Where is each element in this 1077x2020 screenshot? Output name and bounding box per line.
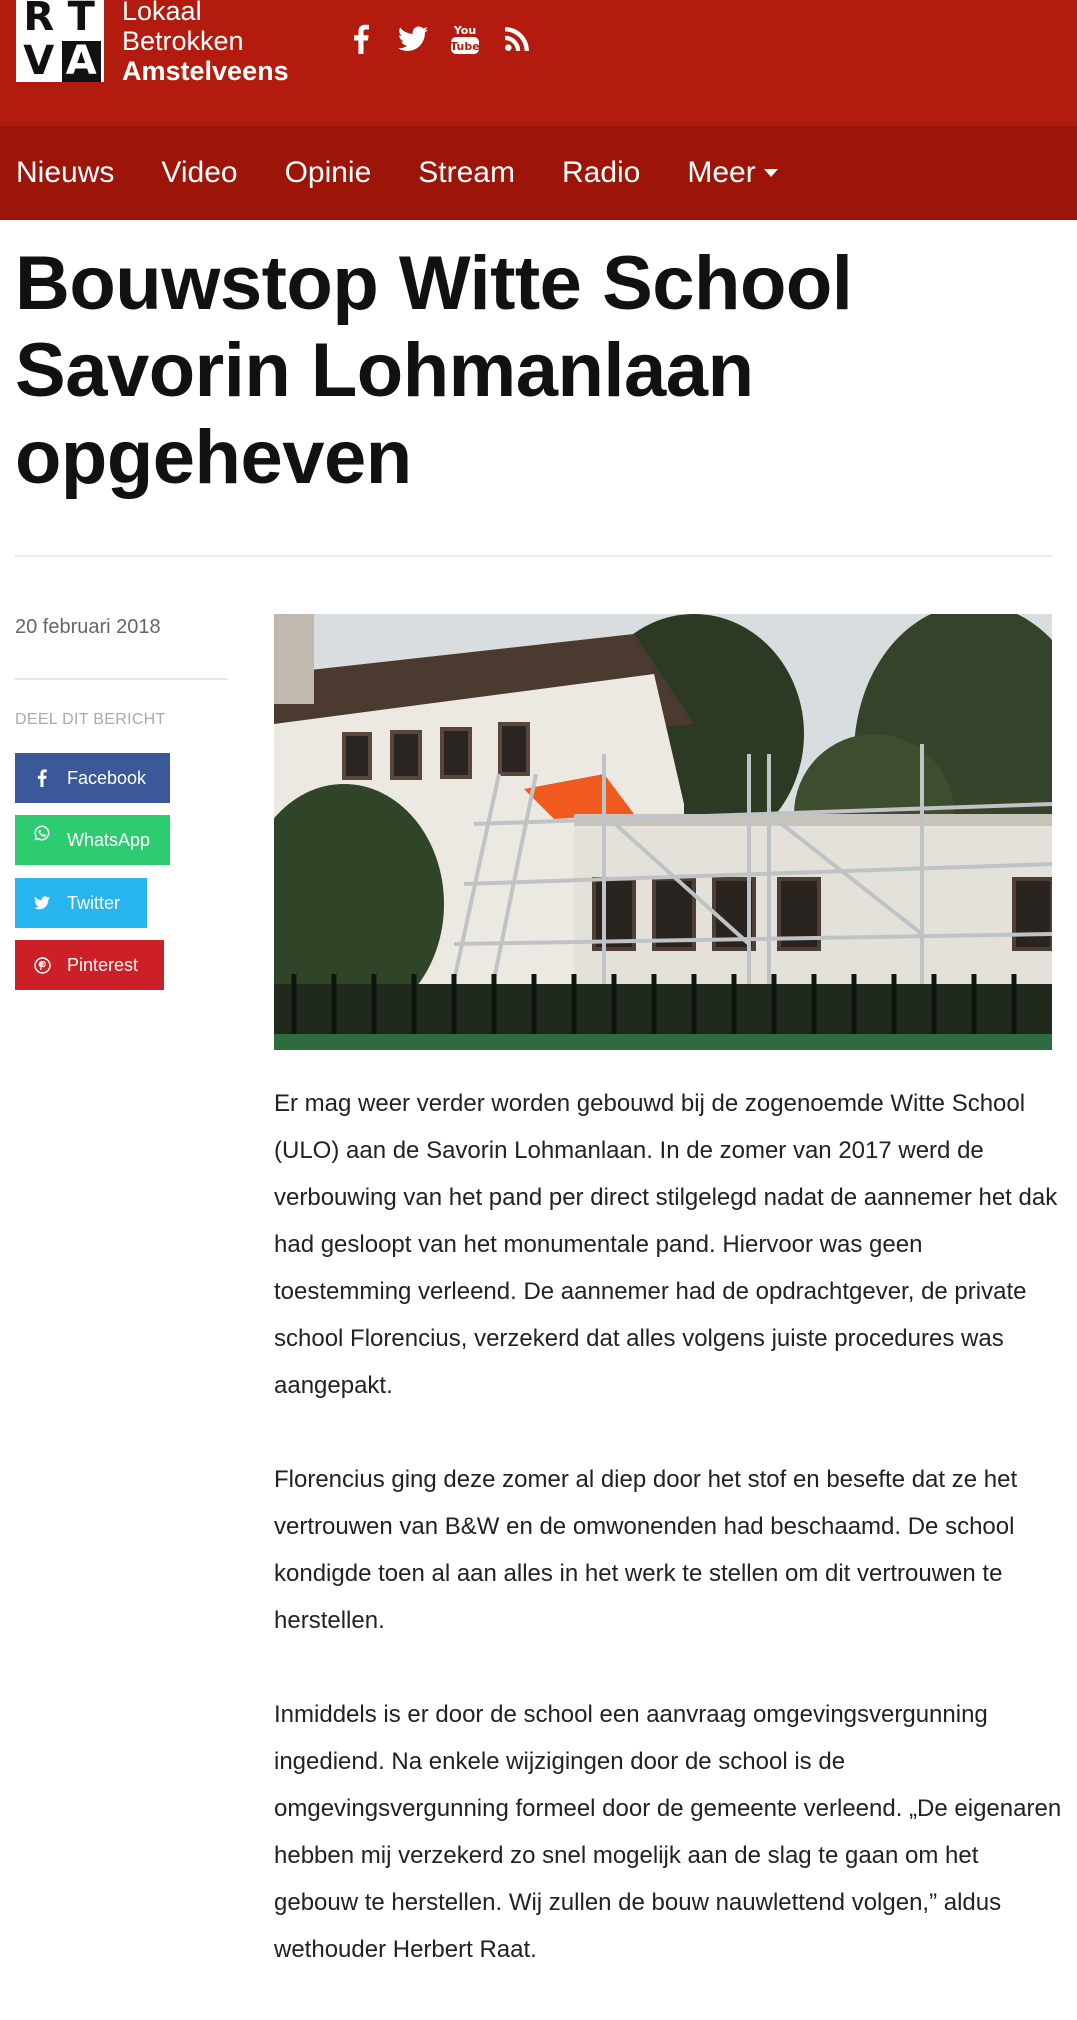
pinterest-icon <box>33 956 51 974</box>
share-facebook-button[interactable] <box>15 753 170 803</box>
facebook-icon <box>33 769 51 787</box>
share-whatsapp-button[interactable] <box>15 815 170 865</box>
logo-mark <box>16 0 104 82</box>
main-nav <box>0 126 1077 220</box>
logo-letter-t: T <box>62 0 102 38</box>
social-links <box>344 22 534 56</box>
article-date: 20 februari 2018 <box>15 616 161 638</box>
logo-line-3: Amstelveens <box>122 56 289 86</box>
svg-text:You: You <box>453 24 477 37</box>
site-header <box>0 0 1077 126</box>
share-twitter-label: Twitter <box>67 892 121 913</box>
whatsapp-icon <box>33 824 51 842</box>
nav-item-opinie[interactable]: Opinie <box>284 156 372 189</box>
share-pinterest-button[interactable] <box>15 940 164 990</box>
article-paragraph-3: Inmiddels is er door de school een aanvraag omgevingsvergunning ingediend. Na enkele wijzigingen door de school is de omgevingsvergunning formeel door de gemeente verleend. „De eigenaren hebben mij verzekerd zo snel mogelijk aan de slag te gaan om het gebouw te herstellen. Wij zullen de bouw nauwlettend volgen,” aldus wethouder Herbert Raat. <box>274 1701 1062 1963</box>
logo-line-2: Betrokken <box>122 26 244 56</box>
svg-text:Tube: Tube <box>450 40 480 53</box>
share-whatsapp-label: WhatsApp <box>67 829 151 850</box>
article-paragraph-2: Florencius ging deze zomer al diep door het stof en besefte dat ze het vertrouwen van B&W en de omwonenden had beschaamd. De school kondigde toen al aan alles in het werk te stellen om dit vertrouwen te herstellen. <box>274 1466 1018 1634</box>
nav-item-radio[interactable]: Radio <box>561 156 641 189</box>
article-paragraph-1: Er mag weer verder worden gebouwd bij de zogenoemde Witte School (ULO) aan de Savorin Lohmanlaan. In de zomer van 2017 werd de verbouwing van het pand per direct stilgelegd nadat de aannemer het dak had gesloopt van het monumentale pand. Hiervoor was geen toestemming verleend. De aannemer had de opdrachtgever, de private school Florencius, verzekerd dat alles volgens juiste procedures was aangepakt. <box>274 1090 1058 1399</box>
logo-line-1: Lokaal <box>122 0 202 26</box>
nav-item-stream[interactable]: Stream <box>418 156 515 189</box>
logo-letter-v: V <box>19 41 59 82</box>
twitter-icon[interactable] <box>396 22 430 56</box>
caret-down-icon <box>764 169 778 177</box>
sidebar-divider <box>15 678 228 680</box>
nav-item-nieuws[interactable]: Nieuws <box>16 156 115 189</box>
twitter-icon <box>33 894 51 912</box>
logo-letter-r: R <box>19 0 59 38</box>
share-twitter-button[interactable] <box>15 878 147 928</box>
share-label: DEEL DIT BERICHT <box>15 711 166 728</box>
title-divider <box>15 555 1052 557</box>
logo-tagline <box>122 0 289 86</box>
nav-item-video[interactable]: Video <box>161 156 238 189</box>
article-title: Bouwstop Witte School Savorin Lohmanlaan opgeheven <box>15 241 853 500</box>
share-facebook-label: Facebook <box>67 767 147 788</box>
school-building-photo <box>274 614 1052 1050</box>
logo-letter-a: A <box>62 41 102 82</box>
article-photo <box>274 614 1052 1050</box>
share-pinterest-label: Pinterest <box>67 954 139 975</box>
nav-item-meer[interactable] <box>687 156 777 190</box>
site-logo[interactable] <box>16 0 289 86</box>
facebook-icon[interactable] <box>344 22 378 56</box>
article-body <box>274 1080 1064 2020</box>
rss-icon[interactable] <box>500 22 534 56</box>
youtube-icon[interactable] <box>448 22 482 56</box>
nav-item-meer-label: Meer <box>687 156 756 189</box>
